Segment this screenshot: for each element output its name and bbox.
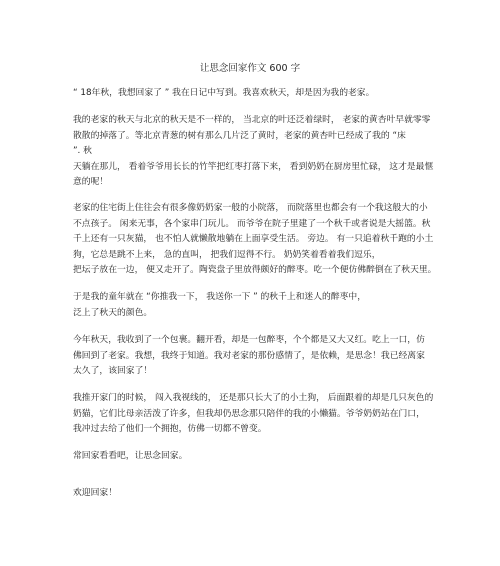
text-line: 欢迎回家！: [73, 488, 117, 498]
text-line: “ 18年秋，我想回家了 ” 我在日记中写到。我喜欢秋天，却是因为我的老家。: [73, 88, 375, 98]
text-line: 佛回到了老家。我想，我终于知道。我对老家的那份感情了，是依赖，是思念！我已经离家: [73, 350, 425, 361]
text-line: 散散的掉落了。等北京青葱的树有那么几片泛了黄时，老家的黄杏叶已经成了我的 “床: [73, 130, 406, 141]
text-line: 我的老家的秋天与北京的秋天是不一样的， 当北京的叶还泛着绿时， 老家的黄杏叶早就零零: [73, 115, 431, 125]
text-line: 老家的住宅街上住往会有很多像奶奶家一般的小院落， 而院落里也都会有一个我这般大的小: [73, 203, 428, 213]
text-line: ”. 秋: [73, 146, 92, 157]
text-line: 太久了，该回家了！: [73, 366, 153, 377]
text-line: 千上还有一只灰猫， 也不怕人就懒散地躺在上面享受生活。 旁边。 有一只追着秋千跑的小土: [73, 234, 434, 245]
text-line: 意的呢！: [73, 177, 109, 188]
text-line: 我冲过去给了他们一个拥抱，仿佛一切都不曾变。: [73, 424, 267, 435]
text-line: 把坛子放在一边， 便又走开了。陶瓷盘子里放得颇好的醉枣。吃一个便仿佛醉倒在了秋天里。: [73, 265, 437, 276]
paragraph-courtyard: [73, 201, 438, 279]
paragraph-homecoming: [73, 391, 438, 438]
paragraph-package: [73, 333, 438, 380]
text-line: 我推开家门的时候， 闯入我视线的， 还是那只长大了的小土狗， 后面跟着的却是几只灰色的: [73, 393, 434, 403]
paragraph-intro: [73, 86, 438, 102]
text-line: 今年秋天，我收到了一个包裹。翻开看，却是一包醉枣，个个都是又大又红。吃上一口，仿: [73, 335, 425, 345]
paragraph-childhood: [73, 290, 438, 321]
paragraph-autumn-compare: [73, 113, 438, 191]
paragraph-go-home: [73, 449, 438, 465]
text-line: 泛上了秋天的颜色。: [73, 307, 153, 318]
text-line: 天躺在那儿， 看着爷爷用长长的竹竿把红枣打落下来， 看到奶奶在厨房里忙碌， 这才是最惬: [73, 161, 434, 172]
text-line: 不点孩子。 闲来无事，各个家串门玩儿。 而爷爷在院子里建了一个秋千或者说是大摇篮。秋: [73, 218, 431, 229]
paragraph-welcome: [73, 486, 438, 502]
text-line: 于是我的童年就在 “你推我一下， 我送你一下 ” 的秋千上和迷人的醉枣中，: [73, 292, 367, 302]
text-line: 常回家看看吧，让思念回家。: [73, 451, 188, 461]
text-line: 奶猫，它们比母亲活泼了许多，但我却仍思念那只陪伴的我的小懒猫。爷爷奶奶站在门口，: [73, 408, 425, 419]
text-line: 狗，它总是跳不上来， 急的直叫， 把我们逗得不行。 奶奶笑着看着我们逗乐，: [73, 249, 381, 260]
document-title: 让思念回家作文 600 字: [199, 63, 301, 74]
